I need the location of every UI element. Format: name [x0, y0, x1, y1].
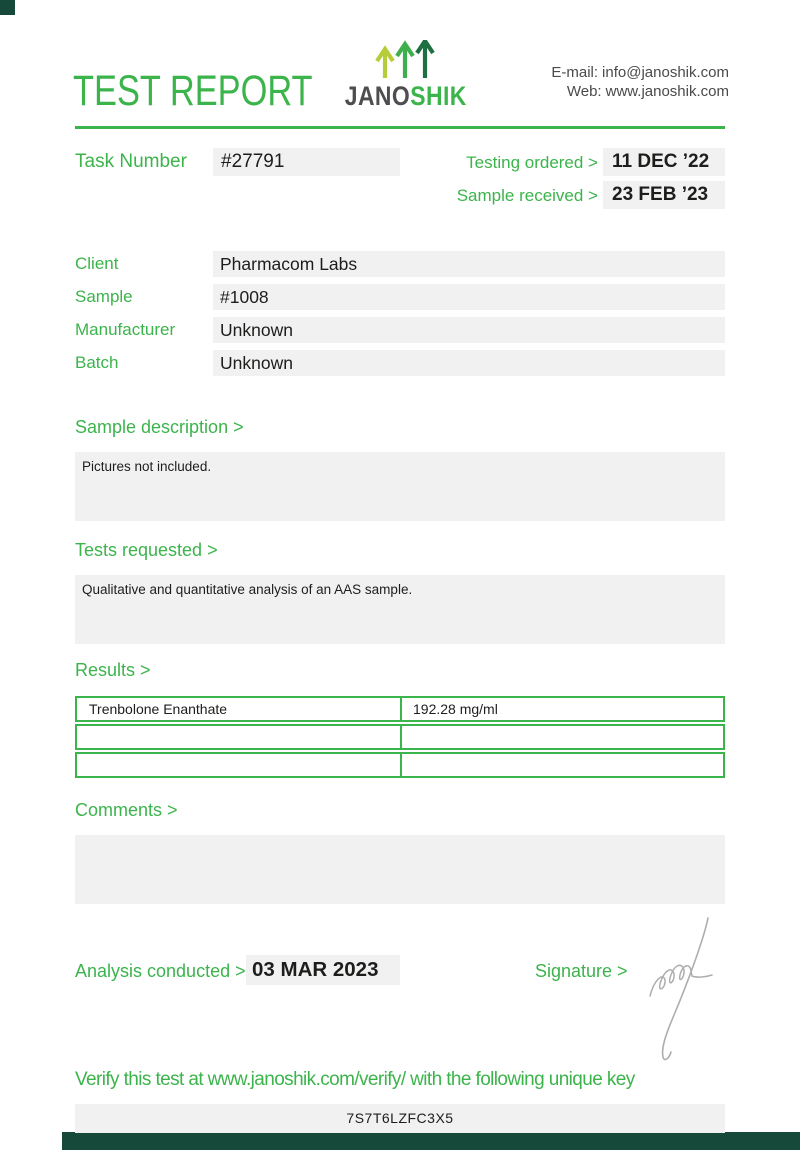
batch-label: Batch	[75, 353, 119, 372]
manufacturer-value-box	[213, 317, 725, 343]
bottom-edge-accent-bar	[62, 1132, 800, 1150]
wordmark-jano: JANO	[344, 81, 411, 111]
comments-text	[75, 835, 725, 841]
results-column-divider	[400, 724, 402, 750]
tests-requested-heading: Tests requested >	[75, 540, 218, 560]
web-value: www.janoshik.com	[605, 83, 729, 100]
manufacturer-value: Unknown	[220, 320, 293, 340]
task-number-label: Task Number	[75, 151, 187, 172]
client-label: Client	[75, 254, 119, 273]
handwritten-signature-icon	[634, 912, 724, 1067]
wordmark-shik: SHIK	[410, 81, 467, 111]
tests-requested-box	[75, 575, 725, 644]
testing-ordered-value-box	[603, 148, 725, 176]
contact-block	[551, 63, 729, 101]
results-heading: Results >	[75, 660, 151, 680]
result-substance: Trenbolone Enanthate	[89, 701, 228, 717]
sample-received-label: Sample received >	[456, 186, 598, 205]
signature-label: Signature >	[535, 961, 628, 981]
sample-description-heading: Sample description >	[75, 417, 244, 437]
testing-ordered-label: Testing ordered >	[466, 153, 598, 172]
contact-email-line	[551, 63, 729, 82]
client-value-box	[213, 251, 725, 277]
verification-key: 7S7T6LZFC3X5	[346, 1110, 454, 1126]
email-label: E-mail:	[551, 64, 599, 81]
page-title: TEST REPORT	[73, 67, 313, 115]
task-number-value-box	[213, 148, 400, 176]
sample-value: #1008	[220, 287, 269, 307]
results-column-divider	[400, 696, 402, 722]
batch-value: Unknown	[220, 353, 293, 373]
top-left-corner-accent	[0, 0, 15, 15]
batch-value-box	[213, 350, 725, 376]
testing-ordered-value: 11 DEC ’22	[612, 151, 710, 172]
janoshik-wordmark	[344, 81, 467, 111]
email-value: info@janoshik.com	[602, 64, 729, 81]
task-number-value: #27791	[221, 151, 285, 172]
verify-instruction: Verify this test at www.janoshik.com/verify/ with the following unique key	[75, 1069, 635, 1090]
sample-description-text: Pictures not included.	[82, 459, 212, 474]
web-label: Web:	[566, 83, 602, 100]
verification-key-box	[75, 1104, 725, 1133]
results-column-divider	[400, 752, 402, 778]
analysis-date-box	[246, 955, 400, 985]
analysis-date-value: 03 MAR 2023	[252, 958, 379, 981]
tests-requested-text: Qualitative and quantitative analysis of an AAS sample.	[82, 582, 413, 597]
sample-received-value: 23 FEB ’23	[612, 184, 709, 205]
sample-description-box	[75, 452, 725, 521]
results-table-row	[75, 696, 725, 722]
janoshik-logo-icon	[374, 40, 440, 80]
sample-value-box	[213, 284, 725, 310]
sample-label: Sample	[75, 287, 133, 306]
results-table-row	[75, 724, 725, 750]
header-divider-rule	[75, 126, 725, 129]
contact-web-line	[551, 82, 729, 101]
manufacturer-label: Manufacturer	[75, 320, 176, 339]
results-table-row	[75, 752, 725, 778]
result-amount: 192.28 mg/ml	[413, 701, 498, 717]
sample-received-value-box	[603, 181, 725, 209]
comments-heading: Comments >	[75, 800, 178, 820]
comments-box	[75, 835, 725, 904]
client-value: Pharmacom Labs	[220, 254, 358, 274]
analysis-conducted-label: Analysis conducted >	[75, 961, 246, 981]
